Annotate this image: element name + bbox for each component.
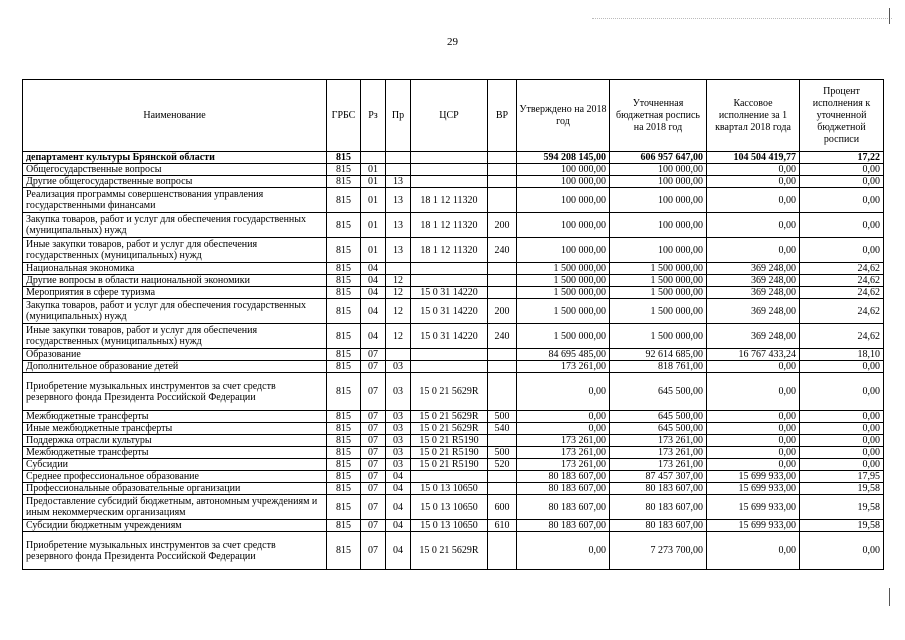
cell-rz: 04	[361, 324, 386, 349]
cell-cash: 0,00	[707, 361, 800, 373]
table-row	[23, 349, 884, 361]
cell-percent: 0,00	[800, 373, 884, 411]
cell-csr	[411, 275, 488, 287]
table-row	[23, 435, 884, 447]
table-row	[23, 411, 884, 423]
cell-cash: 0,00	[707, 435, 800, 447]
cell-percent: 0,00	[800, 188, 884, 213]
cell-grbs: 815	[327, 164, 361, 176]
cell-rz: 07	[361, 361, 386, 373]
cell-pr: 03	[386, 447, 411, 459]
cell-name: Другие общегосударственные вопросы	[23, 176, 327, 188]
header-revised: Уточненная бюджетная роспись на 2018 год	[610, 80, 707, 152]
cell-revised: 645 500,00	[610, 423, 707, 435]
cell-cash: 0,00	[707, 164, 800, 176]
cell-revised: 1 500 000,00	[610, 324, 707, 349]
cell-approved: 0,00	[517, 423, 610, 435]
cell-vr	[488, 188, 517, 213]
cell-cash: 0,00	[707, 459, 800, 471]
cell-csr: 15 0 31 14220	[411, 324, 488, 349]
table-row	[23, 213, 884, 238]
cell-pr	[386, 152, 411, 164]
cell-name: Закупка товаров, работ и услуг для обеспечения государственных (муниципальных) нужд	[23, 213, 327, 238]
cell-name: Реализация программы совершенствования управления государственными финансами	[23, 188, 327, 213]
cell-pr: 04	[386, 483, 411, 495]
cell-csr: 15 0 21 5629R	[411, 532, 488, 570]
table-row	[23, 176, 884, 188]
cell-grbs: 815	[327, 275, 361, 287]
cell-vr	[488, 263, 517, 275]
cell-approved: 173 261,00	[517, 361, 610, 373]
cell-cash: 16 767 433,24	[707, 349, 800, 361]
table-row	[23, 495, 884, 520]
cell-percent: 0,00	[800, 213, 884, 238]
cell-vr: 240	[488, 324, 517, 349]
cell-revised: 80 183 607,00	[610, 520, 707, 532]
cell-percent: 0,00	[800, 447, 884, 459]
cell-approved: 84 695 485,00	[517, 349, 610, 361]
cell-rz: 07	[361, 423, 386, 435]
cell-grbs: 815	[327, 532, 361, 570]
cell-rz: 01	[361, 164, 386, 176]
cell-approved: 173 261,00	[517, 447, 610, 459]
cell-name: Поддержка отрасли культуры	[23, 435, 327, 447]
cell-cash: 369 248,00	[707, 299, 800, 324]
cell-percent: 19,58	[800, 520, 884, 532]
cell-name: Закупка товаров, работ и услуг для обеспечения государственных (муниципальных) нужд	[23, 299, 327, 324]
cell-rz: 07	[361, 495, 386, 520]
cell-pr: 03	[386, 361, 411, 373]
cell-grbs: 815	[327, 188, 361, 213]
cell-rz: 01	[361, 213, 386, 238]
header-rz: Рз	[361, 80, 386, 152]
cell-revised: 645 500,00	[610, 373, 707, 411]
cell-revised: 606 957 647,00	[610, 152, 707, 164]
cell-csr: 15 0 21 5629R	[411, 373, 488, 411]
cell-pr: 03	[386, 411, 411, 423]
cell-csr	[411, 361, 488, 373]
header-cash: Кассовое исполнение за 1 квартал 2018 года	[707, 80, 800, 152]
cell-approved: 1 500 000,00	[517, 275, 610, 287]
cell-rz: 07	[361, 373, 386, 411]
cell-rz: 01	[361, 176, 386, 188]
cell-name: Национальная экономика	[23, 263, 327, 275]
cell-cash: 15 699 933,00	[707, 471, 800, 483]
cell-approved: 594 208 145,00	[517, 152, 610, 164]
cell-approved: 173 261,00	[517, 459, 610, 471]
cell-pr: 13	[386, 176, 411, 188]
cell-csr: 15 0 21 R5190	[411, 447, 488, 459]
cell-csr: 15 0 13 10650	[411, 520, 488, 532]
cell-pr: 03	[386, 435, 411, 447]
cell-csr: 15 0 13 10650	[411, 495, 488, 520]
cell-percent: 0,00	[800, 238, 884, 263]
cell-approved: 80 183 607,00	[517, 471, 610, 483]
cell-csr: 15 0 21 5629R	[411, 423, 488, 435]
cell-vr	[488, 152, 517, 164]
cell-csr: 15 0 31 14220	[411, 299, 488, 324]
cell-pr: 13	[386, 213, 411, 238]
cell-vr	[488, 373, 517, 411]
table-row	[23, 299, 884, 324]
table-row	[23, 188, 884, 213]
cell-vr: 610	[488, 520, 517, 532]
cell-percent: 0,00	[800, 459, 884, 471]
cell-csr: 15 0 21 R5190	[411, 459, 488, 471]
table-row	[23, 532, 884, 570]
cell-revised: 92 614 685,00	[610, 349, 707, 361]
cell-approved: 1 500 000,00	[517, 299, 610, 324]
cell-grbs: 815	[327, 263, 361, 275]
cell-rz: 01	[361, 188, 386, 213]
cell-cash: 15 699 933,00	[707, 520, 800, 532]
cell-revised: 100 000,00	[610, 176, 707, 188]
page-number: 29	[447, 36, 458, 48]
cell-pr	[386, 164, 411, 176]
cell-name: Иные закупки товаров, работ и услуг для обеспечения государственных (муниципальных) нужд	[23, 324, 327, 349]
cell-percent: 0,00	[800, 435, 884, 447]
table-row	[23, 324, 884, 349]
cell-percent: 0,00	[800, 361, 884, 373]
table-row	[23, 287, 884, 299]
cell-pr: 04	[386, 520, 411, 532]
cell-rz: 07	[361, 459, 386, 471]
table-row	[23, 361, 884, 373]
cell-name: Приобретение музыкальных инструментов за счет средств резервного фонда Президента Российской Федерации	[23, 532, 327, 570]
cell-grbs: 815	[327, 447, 361, 459]
cell-rz: 07	[361, 471, 386, 483]
cell-rz: 07	[361, 520, 386, 532]
cell-csr	[411, 164, 488, 176]
table-row	[23, 520, 884, 532]
cell-grbs: 815	[327, 152, 361, 164]
cell-approved: 100 000,00	[517, 238, 610, 263]
cell-vr	[488, 349, 517, 361]
cell-csr	[411, 349, 488, 361]
cell-revised: 818 761,00	[610, 361, 707, 373]
cell-percent: 24,62	[800, 263, 884, 275]
cell-revised: 80 183 607,00	[610, 495, 707, 520]
cell-percent: 17,95	[800, 471, 884, 483]
header-grbs: ГРБС	[327, 80, 361, 152]
cell-vr: 540	[488, 423, 517, 435]
cell-approved: 100 000,00	[517, 188, 610, 213]
cell-vr: 240	[488, 238, 517, 263]
cell-csr	[411, 263, 488, 275]
table-row	[23, 423, 884, 435]
cell-pr: 04	[386, 495, 411, 520]
cell-name: Приобретение музыкальных инструментов за счет средств резервного фонда Президента Российской Федерации	[23, 373, 327, 411]
cell-revised: 1 500 000,00	[610, 275, 707, 287]
header-pr: Пр	[386, 80, 411, 152]
cell-vr	[488, 361, 517, 373]
cell-rz: 04	[361, 263, 386, 275]
cell-pr: 12	[386, 324, 411, 349]
cell-csr: 15 0 21 5629R	[411, 411, 488, 423]
cell-revised: 87 457 307,00	[610, 471, 707, 483]
table-header-row	[23, 80, 884, 152]
cell-cash: 0,00	[707, 373, 800, 411]
cell-rz: 04	[361, 299, 386, 324]
cell-name: Образование	[23, 349, 327, 361]
cell-approved: 100 000,00	[517, 176, 610, 188]
cell-grbs: 815	[327, 459, 361, 471]
cell-percent: 0,00	[800, 176, 884, 188]
cell-cash: 0,00	[707, 176, 800, 188]
cell-revised: 1 500 000,00	[610, 299, 707, 324]
cell-rz: 07	[361, 532, 386, 570]
cell-approved: 1 500 000,00	[517, 287, 610, 299]
cell-cash: 369 248,00	[707, 263, 800, 275]
cell-name: Иные межбюджетные трансферты	[23, 423, 327, 435]
cell-cash: 15 699 933,00	[707, 495, 800, 520]
table-row	[23, 373, 884, 411]
cell-revised: 100 000,00	[610, 213, 707, 238]
cell-rz: 01	[361, 238, 386, 263]
cell-grbs: 815	[327, 423, 361, 435]
page-edge-mark-bottom	[889, 588, 890, 606]
cell-vr: 500	[488, 411, 517, 423]
cell-pr: 03	[386, 423, 411, 435]
cell-name: департамент культуры Брянской области	[23, 152, 327, 164]
cell-cash: 0,00	[707, 532, 800, 570]
cell-approved: 1 500 000,00	[517, 324, 610, 349]
header-percent: Процент исполнения к уточненной бюджетной росписи	[800, 80, 884, 152]
cell-percent: 0,00	[800, 411, 884, 423]
cell-pr: 13	[386, 188, 411, 213]
cell-name: Субсидии	[23, 459, 327, 471]
cell-approved: 0,00	[517, 532, 610, 570]
cell-percent: 19,58	[800, 483, 884, 495]
cell-grbs: 815	[327, 176, 361, 188]
table-row	[23, 459, 884, 471]
table-row	[23, 164, 884, 176]
cell-csr	[411, 152, 488, 164]
cell-name: Межбюджетные трансферты	[23, 411, 327, 423]
cell-pr: 12	[386, 299, 411, 324]
cell-pr: 04	[386, 532, 411, 570]
cell-grbs: 815	[327, 349, 361, 361]
cell-name: Субсидии бюджетным учреждениям	[23, 520, 327, 532]
cell-name: Иные закупки товаров, работ и услуг для обеспечения государственных (муниципальных) нужд	[23, 238, 327, 263]
cell-rz: 07	[361, 483, 386, 495]
cell-vr: 500	[488, 447, 517, 459]
cell-vr	[488, 164, 517, 176]
cell-percent: 17,22	[800, 152, 884, 164]
cell-grbs: 815	[327, 435, 361, 447]
cell-pr: 13	[386, 238, 411, 263]
cell-name: Среднее профессиональное образование	[23, 471, 327, 483]
cell-grbs: 815	[327, 373, 361, 411]
header-vr: ВР	[488, 80, 517, 152]
cell-pr: 03	[386, 459, 411, 471]
cell-revised: 80 183 607,00	[610, 483, 707, 495]
cell-rz	[361, 152, 386, 164]
cell-rz: 04	[361, 275, 386, 287]
cell-csr: 18 1 12 11320	[411, 213, 488, 238]
table-row	[23, 152, 884, 164]
cell-revised: 100 000,00	[610, 164, 707, 176]
cell-vr: 200	[488, 299, 517, 324]
cell-pr: 12	[386, 287, 411, 299]
cell-grbs: 815	[327, 238, 361, 263]
cell-revised: 7 273 700,00	[610, 532, 707, 570]
cell-vr	[488, 471, 517, 483]
table-row	[23, 263, 884, 275]
cell-cash: 0,00	[707, 238, 800, 263]
cell-csr: 18 1 12 11320	[411, 238, 488, 263]
cell-grbs: 815	[327, 483, 361, 495]
cell-percent: 24,62	[800, 299, 884, 324]
cell-grbs: 815	[327, 495, 361, 520]
cell-name: Другие вопросы в области национальной экономики	[23, 275, 327, 287]
cell-vr	[488, 287, 517, 299]
cell-approved: 100 000,00	[517, 164, 610, 176]
cell-revised: 173 261,00	[610, 459, 707, 471]
cell-rz: 07	[361, 447, 386, 459]
cell-vr: 520	[488, 459, 517, 471]
cell-revised: 645 500,00	[610, 411, 707, 423]
cell-percent: 24,62	[800, 324, 884, 349]
cell-name: Общегосударственные вопросы	[23, 164, 327, 176]
cell-percent: 18,10	[800, 349, 884, 361]
table-row	[23, 483, 884, 495]
cell-vr	[488, 435, 517, 447]
cell-approved: 80 183 607,00	[517, 495, 610, 520]
cell-revised: 173 261,00	[610, 435, 707, 447]
header-dotted-rule	[592, 18, 892, 19]
cell-cash: 0,00	[707, 188, 800, 213]
cell-name: Дополнительное образование детей	[23, 361, 327, 373]
cell-approved: 1 500 000,00	[517, 263, 610, 275]
cell-vr	[488, 483, 517, 495]
cell-approved: 173 261,00	[517, 435, 610, 447]
cell-csr	[411, 176, 488, 188]
cell-grbs: 815	[327, 324, 361, 349]
budget-execution-table	[22, 79, 884, 570]
cell-cash: 0,00	[707, 213, 800, 238]
cell-revised: 1 500 000,00	[610, 287, 707, 299]
cell-cash: 0,00	[707, 423, 800, 435]
cell-grbs: 815	[327, 520, 361, 532]
cell-csr	[411, 471, 488, 483]
cell-csr: 15 0 21 R5190	[411, 435, 488, 447]
cell-vr	[488, 176, 517, 188]
cell-vr	[488, 275, 517, 287]
cell-cash: 369 248,00	[707, 275, 800, 287]
table-row	[23, 471, 884, 483]
cell-pr: 04	[386, 471, 411, 483]
cell-pr: 03	[386, 373, 411, 411]
cell-percent: 24,62	[800, 275, 884, 287]
cell-grbs: 815	[327, 471, 361, 483]
cell-vr	[488, 532, 517, 570]
cell-rz: 07	[361, 411, 386, 423]
cell-name: Межбюджетные трансферты	[23, 447, 327, 459]
cell-approved: 0,00	[517, 411, 610, 423]
cell-pr	[386, 263, 411, 275]
cell-approved: 0,00	[517, 373, 610, 411]
table-row	[23, 447, 884, 459]
cell-csr: 15 0 31 14220	[411, 287, 488, 299]
cell-grbs: 815	[327, 213, 361, 238]
cell-percent: 0,00	[800, 423, 884, 435]
table-row	[23, 275, 884, 287]
cell-revised: 173 261,00	[610, 447, 707, 459]
cell-cash: 0,00	[707, 411, 800, 423]
cell-pr	[386, 349, 411, 361]
header-name: Наименование	[23, 80, 327, 152]
cell-grbs: 815	[327, 287, 361, 299]
cell-rz: 07	[361, 435, 386, 447]
cell-percent: 19,58	[800, 495, 884, 520]
cell-percent: 24,62	[800, 287, 884, 299]
cell-approved: 80 183 607,00	[517, 520, 610, 532]
header-csr: ЦСР	[411, 80, 488, 152]
cell-percent: 0,00	[800, 532, 884, 570]
cell-cash: 104 504 419,77	[707, 152, 800, 164]
cell-csr: 15 0 13 10650	[411, 483, 488, 495]
cell-cash: 0,00	[707, 447, 800, 459]
cell-revised: 100 000,00	[610, 188, 707, 213]
page-edge-mark-top	[889, 8, 890, 24]
cell-cash: 369 248,00	[707, 324, 800, 349]
cell-cash: 15 699 933,00	[707, 483, 800, 495]
cell-name: Мероприятия в сфере туризма	[23, 287, 327, 299]
cell-name: Профессиональные образовательные организации	[23, 483, 327, 495]
cell-grbs: 815	[327, 361, 361, 373]
cell-vr: 200	[488, 213, 517, 238]
cell-revised: 1 500 000,00	[610, 263, 707, 275]
cell-rz: 04	[361, 287, 386, 299]
cell-csr: 18 1 12 11320	[411, 188, 488, 213]
cell-rz: 07	[361, 349, 386, 361]
table-row	[23, 238, 884, 263]
cell-name: Предоставление субсидий бюджетным, автономным учреждениям и иным некоммерческим организациям	[23, 495, 327, 520]
cell-approved: 100 000,00	[517, 213, 610, 238]
cell-grbs: 815	[327, 299, 361, 324]
cell-grbs: 815	[327, 411, 361, 423]
cell-pr: 12	[386, 275, 411, 287]
cell-percent: 0,00	[800, 164, 884, 176]
cell-revised: 100 000,00	[610, 238, 707, 263]
header-approved: Утверждено на 2018 год	[517, 80, 610, 152]
cell-cash: 369 248,00	[707, 287, 800, 299]
cell-vr: 600	[488, 495, 517, 520]
cell-approved: 80 183 607,00	[517, 483, 610, 495]
